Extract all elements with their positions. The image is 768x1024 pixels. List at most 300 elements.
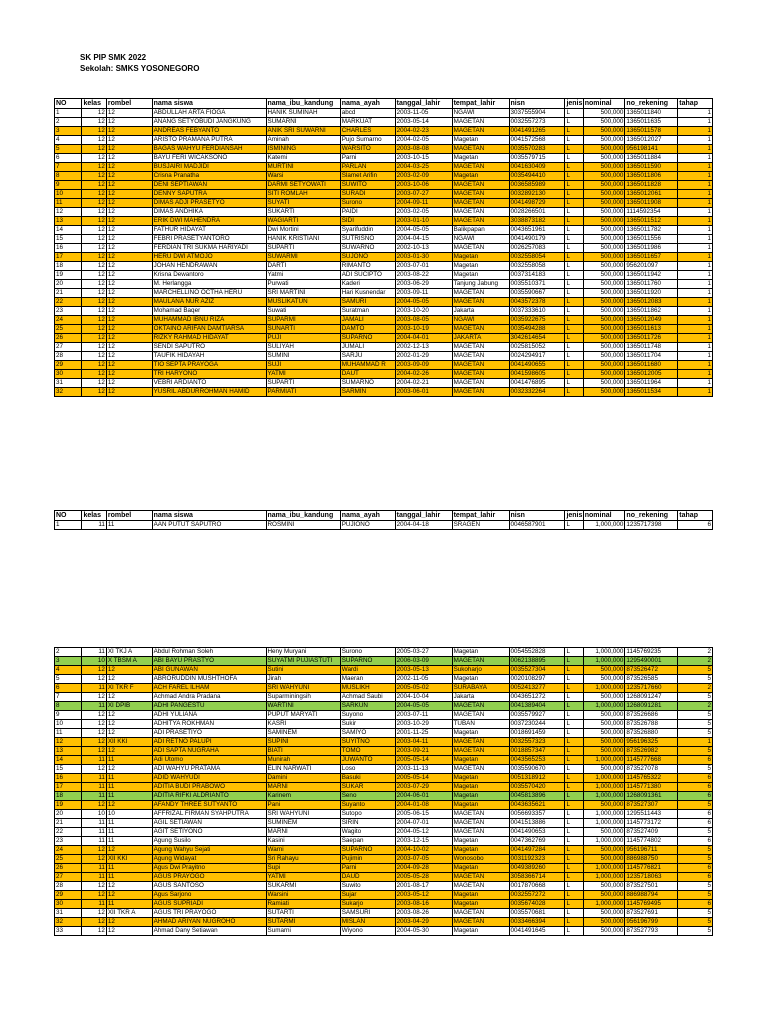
cell-no: 6 xyxy=(55,154,82,163)
cell-tahap: 6 xyxy=(678,521,713,530)
cell-tahap: 5 xyxy=(678,711,713,720)
cell-no: 11 xyxy=(55,729,82,738)
col-header-nama-ibu: nama_ibu_kandung xyxy=(266,511,340,521)
cell-no: 3 xyxy=(55,657,82,666)
cell-tempat-lahir: Magetan xyxy=(452,783,509,792)
cell-no: 13 xyxy=(55,747,82,756)
cell-tanggal-lahir: 2005-05-14 xyxy=(395,774,452,783)
cell-nama-ibu: Jirah xyxy=(266,675,340,684)
table-row xyxy=(55,918,713,927)
col-header-tempat-lahir: tempat_lahir xyxy=(452,511,509,521)
cell-no-rekening: 1365011748 xyxy=(625,343,678,352)
cell-rombel: 11 xyxy=(106,521,152,530)
cell-nisn: 0035494410 xyxy=(509,172,565,181)
cell-nisn: 0035590670 xyxy=(509,765,565,774)
cell-nama-siswa: ADI PRASETIYO xyxy=(152,729,266,738)
cell-tanggal-lahir: 2003-08-16 xyxy=(395,900,452,909)
cell-rombel: 12 xyxy=(106,163,152,172)
cell-kelas: 12 xyxy=(82,217,106,226)
cell-no-rekening: 1145769235 xyxy=(625,648,678,657)
cell-nominal: 500,000 xyxy=(583,226,625,235)
cell-nominal: 500,000 xyxy=(583,747,625,756)
cell-tempat-lahir: MAGETAN xyxy=(452,379,509,388)
cell-no-rekening: 1365011884 xyxy=(625,154,678,163)
cell-no-rekening: 1365011556 xyxy=(625,235,678,244)
cell-nama-ayah: Suyanto xyxy=(340,801,395,810)
cell-jenis: L xyxy=(565,918,583,927)
cell-nominal: 500,000 xyxy=(583,765,625,774)
cell-no: 14 xyxy=(55,226,82,235)
cell-no-rekening: 1365011806 xyxy=(625,172,678,181)
cell-nama-ayah: SUYITNO xyxy=(340,738,395,747)
cell-rombel: 11 xyxy=(106,756,152,765)
table-row xyxy=(55,343,713,352)
cell-nama-siswa: ADHITYA ROKHMAN xyxy=(152,720,266,729)
cell-nama-siswa: AAN PUTUT SAPUTRO xyxy=(152,521,266,530)
cell-no: 32 xyxy=(55,388,82,397)
cell-tanggal-lahir: 2004-02-21 xyxy=(395,379,452,388)
cell-tanggal-lahir: 2003-10-15 xyxy=(395,154,452,163)
cell-nama-siswa: MUHAMMAD IBNU RIZA xyxy=(152,316,266,325)
table-row xyxy=(55,837,713,846)
cell-tempat-lahir: Magetan xyxy=(452,172,509,181)
cell-nama-ayah: SUKAR xyxy=(340,783,395,792)
cell-tanggal-lahir: 2003-07-01 xyxy=(395,262,452,271)
cell-nama-ayah: SUPARNO xyxy=(340,657,395,666)
cell-tahap: 1 xyxy=(678,361,713,370)
cell-nama-ibu: Yatmi xyxy=(266,271,340,280)
cell-no-rekening: 956198141 xyxy=(625,145,678,154)
cell-rombel: 12 xyxy=(106,927,152,936)
cell-nisn: 0037333610 xyxy=(509,307,565,316)
cell-nisn: 0028266501 xyxy=(509,208,565,217)
cell-rombel: 12 xyxy=(106,253,152,262)
cell-kelas: 12 xyxy=(82,747,106,756)
cell-nisn: 0032557273 xyxy=(509,118,565,127)
cell-jenis: L xyxy=(565,792,583,801)
cell-nama-ayah: Parni xyxy=(340,864,395,873)
cell-rombel: X TBSM A xyxy=(106,657,152,666)
cell-no: 16 xyxy=(55,774,82,783)
cell-no: 27 xyxy=(55,873,82,882)
cell-tempat-lahir: MAGETAN xyxy=(452,738,509,747)
cell-nama-ayah: Kaderi xyxy=(340,280,395,289)
cell-no-rekening: 1365011986 xyxy=(625,244,678,253)
cell-no-rekening: 1365012027 xyxy=(625,136,678,145)
cell-tanggal-lahir: 2004-02-26 xyxy=(395,370,452,379)
cell-nama-ayah: Wardi xyxy=(340,666,395,675)
cell-nominal: 500,000 xyxy=(583,666,625,675)
cell-nama-siswa: TRI HARYONO xyxy=(152,370,266,379)
cell-tempat-lahir: Magetan xyxy=(452,801,509,810)
col-header-no-rekening: no_rekening xyxy=(625,511,678,521)
cell-tempat-lahir: Jakarta xyxy=(452,307,509,316)
cell-nisn: 0032892130 xyxy=(509,190,565,199)
cell-nama-ibu: MARNI xyxy=(266,783,340,792)
cell-tahap: 2 xyxy=(678,657,713,666)
cell-nominal: 500,000 xyxy=(583,118,625,127)
cell-nama-ayah: Slamet Arifin xyxy=(340,172,395,181)
cell-kelas: 12 xyxy=(82,154,106,163)
cell-nama-ibu: Ramiati xyxy=(266,900,340,909)
cell-nama-siswa: RIZKY RAHMAD HIDAYAT xyxy=(152,334,266,343)
cell-no: 29 xyxy=(55,891,82,900)
cell-tahap: 1 xyxy=(678,298,713,307)
cell-tempat-lahir: Sukoharjo xyxy=(452,666,509,675)
cell-nominal: 500,000 xyxy=(583,388,625,397)
cell-no: 9 xyxy=(55,181,82,190)
cell-kelas: 12 xyxy=(82,352,106,361)
cell-jenis: L xyxy=(565,199,583,208)
cell-no: 23 xyxy=(55,837,82,846)
table-row xyxy=(55,172,713,181)
cell-tanggal-lahir: 2003-01-30 xyxy=(395,253,452,262)
cell-nominal: 500,000 xyxy=(583,729,625,738)
cell-no-rekening: 1235718063 xyxy=(625,873,678,882)
cell-tempat-lahir: MAGETAN xyxy=(452,181,509,190)
cell-kelas: 12 xyxy=(82,720,106,729)
cell-no: 20 xyxy=(55,280,82,289)
cell-kelas: 12 xyxy=(82,343,106,352)
cell-tahap: 1 xyxy=(678,172,713,181)
cell-tanggal-lahir: 2004-02-23 xyxy=(395,127,452,136)
cell-kelas: 12 xyxy=(82,118,106,127)
cell-tanggal-lahir: 2003-05-14 xyxy=(395,118,452,127)
cell-nisn: 0018691459 xyxy=(509,729,565,738)
cell-tanggal-lahir: 2004-04-15 xyxy=(395,235,452,244)
cell-tahap: 6 xyxy=(678,792,713,801)
cell-no-rekening: 1365011534 xyxy=(625,388,678,397)
cell-tempat-lahir: MAGETAN xyxy=(452,828,509,837)
table-row xyxy=(55,379,713,388)
cell-rombel: 12 xyxy=(106,675,152,684)
table-row xyxy=(55,307,713,316)
school-name: Sekolah: SMKS YOSONEGORO xyxy=(80,64,200,73)
table-row xyxy=(55,289,713,298)
document-title: SK PIP SMK 2022 xyxy=(80,53,147,62)
cell-nama-ibu: PARMIATI xyxy=(266,388,340,397)
cell-tanggal-lahir: 2004-03-25 xyxy=(395,163,452,172)
cell-nama-siswa: ANANG SETYOBUDI JANGKUNG xyxy=(152,118,266,127)
cell-kelas: 12 xyxy=(82,909,106,918)
cell-tanggal-lahir: 2003-07-27 xyxy=(395,190,452,199)
cell-tahap: 6 xyxy=(678,864,713,873)
cell-tanggal-lahir: 2003-06-29 xyxy=(395,280,452,289)
cell-nisn: 0032557323 xyxy=(509,738,565,747)
cell-kelas: 12 xyxy=(82,882,106,891)
table-row xyxy=(55,253,713,262)
cell-nama-siswa: Agus Dwi Prayitno xyxy=(152,864,266,873)
cell-jenis: L xyxy=(565,864,583,873)
cell-nama-ibu: MUSLIKATUN xyxy=(266,298,340,307)
cell-tempat-lahir: MAGETAN xyxy=(452,343,509,352)
cell-jenis: L xyxy=(565,361,583,370)
cell-nama-siswa: OKTAINO ARIFAN DAMTIARSA xyxy=(152,325,266,334)
cell-nominal: 500,000 xyxy=(583,154,625,163)
cell-nama-ibu: YATMI xyxy=(266,873,340,882)
cell-rombel: 11 xyxy=(106,774,152,783)
cell-nominal: 500,000 xyxy=(583,127,625,136)
cell-no-rekening: 1268091361 xyxy=(625,792,678,801)
cell-nominal: 500,000 xyxy=(583,307,625,316)
cell-no: 12 xyxy=(55,208,82,217)
cell-rombel: 12 xyxy=(106,711,152,720)
cell-nama-ayah: MUHAMMAD R xyxy=(340,361,395,370)
cell-jenis: L xyxy=(565,720,583,729)
cell-tempat-lahir: Tanjung Jabung xyxy=(452,280,509,289)
cell-jenis: L xyxy=(565,521,583,530)
col-header-nisn: nisn xyxy=(509,99,565,109)
cell-jenis: L xyxy=(565,388,583,397)
cell-nisn: 0018857347 xyxy=(509,747,565,756)
cell-no: 8 xyxy=(55,702,82,711)
cell-nisn: 0062138895 xyxy=(509,657,565,666)
cell-tanggal-lahir: 2003-10-06 xyxy=(395,181,452,190)
table-row xyxy=(55,136,713,145)
cell-nama-ibu: Sumarni xyxy=(266,927,340,936)
table-row xyxy=(55,927,713,936)
col-header-kelas: kelas xyxy=(82,511,106,521)
col-header-no-rekening: no_rekening xyxy=(625,99,678,109)
cell-jenis: L xyxy=(565,334,583,343)
cell-nama-ayah: DAUT xyxy=(340,370,395,379)
cell-nama-siswa: Crisna Pranatha xyxy=(152,172,266,181)
table-row xyxy=(55,810,713,819)
cell-nominal: 500,000 xyxy=(583,891,625,900)
cell-tahap: 1 xyxy=(678,226,713,235)
cell-nominal: 1,000,000 xyxy=(583,810,625,819)
cell-no-rekening: 873526472 xyxy=(625,666,678,675)
cell-nama-ayah: SIDI xyxy=(340,217,395,226)
cell-nisn: 3038873182 xyxy=(509,217,565,226)
table-row xyxy=(55,864,713,873)
table-row xyxy=(55,316,713,325)
cell-no-rekening: 1145776821 xyxy=(625,864,678,873)
cell-nama-ibu: BIATI xyxy=(266,747,340,756)
cell-rombel: XI DPIB xyxy=(106,702,152,711)
cell-tempat-lahir: MAGETAN xyxy=(452,208,509,217)
cell-kelas: 11 xyxy=(82,756,106,765)
cell-nama-siswa: BUSJAIRI MADJIDI xyxy=(152,163,266,172)
table-row xyxy=(55,118,713,127)
cell-jenis: L xyxy=(565,190,583,199)
cell-no: 2 xyxy=(55,118,82,127)
cell-nisn: 0035527304 xyxy=(509,666,565,675)
cell-jenis: L xyxy=(565,343,583,352)
cell-kelas: 12 xyxy=(82,298,106,307)
cell-nama-ayah: PUJIONO xyxy=(340,521,395,530)
cell-tahap: 6 xyxy=(678,810,713,819)
cell-nisn: 0046587901 xyxy=(509,521,565,530)
cell-nisn: 0017870668 xyxy=(509,882,565,891)
cell-rombel: 12 xyxy=(106,244,152,253)
cell-no-rekening: 873527793 xyxy=(625,927,678,936)
cell-nominal: 500,000 xyxy=(583,828,625,837)
cell-nama-ayah: MUSLIKH xyxy=(340,684,395,693)
cell-jenis: L xyxy=(565,873,583,882)
cell-nama-siswa: M. Herlangga xyxy=(152,280,266,289)
cell-no-rekening: 1365011635 xyxy=(625,118,678,127)
cell-nominal: 500,000 xyxy=(583,109,625,118)
cell-nama-ayah: Surono xyxy=(340,199,395,208)
cell-kelas: 12 xyxy=(82,325,106,334)
cell-rombel: 12 xyxy=(106,747,152,756)
cell-tahap: 1 xyxy=(678,379,713,388)
cell-no: 28 xyxy=(55,352,82,361)
cell-tanggal-lahir: 2004-07-01 xyxy=(395,819,452,828)
cell-tanggal-lahir: 2002-12-13 xyxy=(395,343,452,352)
cell-jenis: L xyxy=(565,235,583,244)
cell-nama-ibu: SUPARMI xyxy=(266,316,340,325)
cell-rombel: 12 xyxy=(106,846,152,855)
cell-tempat-lahir: Magetan xyxy=(452,846,509,855)
cell-jenis: L xyxy=(565,846,583,855)
table-row xyxy=(55,765,713,774)
cell-tahap: 5 xyxy=(678,855,713,864)
cell-tahap: 1 xyxy=(678,181,713,190)
cell-nama-ayah: Sujar xyxy=(340,891,395,900)
cell-nama-siswa: Abdul Rohman Soleh xyxy=(152,648,266,657)
cell-rombel: 12 xyxy=(106,352,152,361)
cell-tahap: 5 xyxy=(678,720,713,729)
cell-kelas: 12 xyxy=(82,190,106,199)
cell-no-rekening: 1295511443 xyxy=(625,810,678,819)
cell-nama-siswa: ADITIA BUDI PRABOWO xyxy=(152,783,266,792)
cell-tahap: 5 xyxy=(678,765,713,774)
cell-jenis: L xyxy=(565,837,583,846)
cell-nama-ibu: Warni xyxy=(266,846,340,855)
student-table-3 xyxy=(54,647,713,936)
cell-no: 17 xyxy=(55,253,82,262)
cell-no: 21 xyxy=(55,289,82,298)
cell-nama-siswa: ABI BAYU PRASTYO xyxy=(152,657,266,666)
cell-kelas: 12 xyxy=(82,199,106,208)
cell-rombel: 11 xyxy=(106,792,152,801)
cell-rombel: 12 xyxy=(106,298,152,307)
table-row xyxy=(55,855,713,864)
cell-rombel: 12 xyxy=(106,262,152,271)
cell-jenis: L xyxy=(565,379,583,388)
cell-nama-siswa: Agus Sarjono xyxy=(152,891,266,900)
cell-nisn: 0041513886 xyxy=(509,819,565,828)
cell-nama-ayah: SAMIYO xyxy=(340,729,395,738)
table-row xyxy=(55,657,713,666)
cell-tempat-lahir: MAGETAN xyxy=(452,370,509,379)
cell-kelas: 12 xyxy=(82,127,106,136)
cell-tempat-lahir: MAGETAN xyxy=(452,325,509,334)
col-header-tanggal-lahir: tanggal_lahir xyxy=(395,511,452,521)
cell-nama-ayah: Pujimin xyxy=(340,855,395,864)
cell-no-rekening: 873526880 xyxy=(625,729,678,738)
cell-tempat-lahir: MAGETAN xyxy=(452,819,509,828)
cell-kelas: 10 xyxy=(82,810,106,819)
cell-tanggal-lahir: 2004-05-30 xyxy=(395,927,452,936)
cell-nama-siswa: AGUS SANTOSO xyxy=(152,882,266,891)
cell-jenis: L xyxy=(565,774,583,783)
cell-kelas: 12 xyxy=(82,675,106,684)
col-header-rombel: rombel xyxy=(106,99,152,109)
cell-jenis: L xyxy=(565,136,583,145)
cell-nama-ibu: DARMI SETYOWATI xyxy=(266,181,340,190)
cell-nominal: 500,000 xyxy=(583,855,625,864)
cell-tahap: 5 xyxy=(678,846,713,855)
cell-kelas: 11 xyxy=(82,900,106,909)
cell-nominal: 1,000,000 xyxy=(583,837,625,846)
cell-rombel: 11 xyxy=(106,819,152,828)
cell-tanggal-lahir: 2002-10-13 xyxy=(395,244,452,253)
cell-nama-ibu: Aminah xyxy=(266,136,340,145)
cell-nama-siswa: AGUS TRI PRAYOGO xyxy=(152,909,266,918)
cell-kelas: 12 xyxy=(82,109,106,118)
cell-nama-siswa: ARISTO PRAMANA PUTRA xyxy=(152,136,266,145)
cell-nisn: 0035570681 xyxy=(509,909,565,918)
cell-nisn: 0024294917 xyxy=(509,352,565,361)
cell-nominal: 500,000 xyxy=(583,235,625,244)
cell-nominal: 500,000 xyxy=(583,379,625,388)
cell-nama-siswa: ADI WAHYU PRATAMA xyxy=(152,765,266,774)
cell-kelas: 12 xyxy=(82,280,106,289)
cell-tahap: 1 xyxy=(678,352,713,361)
cell-tanggal-lahir: 2003-07-11 xyxy=(395,711,452,720)
cell-nisn: 0043651272 xyxy=(509,693,565,702)
cell-tempat-lahir: MAGETAN xyxy=(452,145,509,154)
cell-tahap: 6 xyxy=(678,873,713,882)
cell-kelas: 12 xyxy=(82,846,106,855)
cell-tanggal-lahir: 2004-06-01 xyxy=(395,792,452,801)
cell-kelas: 12 xyxy=(82,307,106,316)
cell-nominal: 1,000,000 xyxy=(583,873,625,882)
cell-no: 6 xyxy=(55,684,82,693)
cell-rombel: XI TKJ A xyxy=(106,648,152,657)
cell-jenis: L xyxy=(565,702,583,711)
cell-tanggal-lahir: 2003-01-10 xyxy=(395,217,452,226)
cell-kelas: 11 xyxy=(82,648,106,657)
cell-nisn: 0035590667 xyxy=(509,289,565,298)
cell-nama-ibu: SUMARNI xyxy=(266,118,340,127)
cell-no-rekening: 1365011578 xyxy=(625,127,678,136)
cell-kelas: 12 xyxy=(82,244,106,253)
cell-kelas: 11 xyxy=(82,521,106,530)
cell-tahap: 5 xyxy=(678,693,713,702)
cell-nama-ayah: Sukarjo xyxy=(340,900,395,909)
col-header-nominal: nominal xyxy=(583,511,625,521)
cell-tempat-lahir: Magetan xyxy=(452,891,509,900)
cell-no: 2 xyxy=(55,648,82,657)
cell-no-rekening: 1365011726 xyxy=(625,334,678,343)
cell-tahap: 1 xyxy=(678,244,713,253)
cell-nominal: 500,000 xyxy=(583,289,625,298)
cell-nisn: 0031192323 xyxy=(509,855,565,864)
cell-nama-ayah: JUWANTO xyxy=(340,756,395,765)
cell-tanggal-lahir: 2005-05-14 xyxy=(395,756,452,765)
cell-tempat-lahir: Magetan xyxy=(452,253,509,262)
cell-tanggal-lahir: 2001-08-17 xyxy=(395,882,452,891)
cell-nisn: 0043635621 xyxy=(509,801,565,810)
cell-tempat-lahir: Magetan xyxy=(452,774,509,783)
cell-tanggal-lahir: 2003-08-26 xyxy=(395,909,452,918)
cell-jenis: L xyxy=(565,666,583,675)
cell-nama-siswa: BAYU FERI WICAKSONO xyxy=(152,154,266,163)
cell-nama-siswa: Agung Wahyu Sejati xyxy=(152,846,266,855)
cell-kelas: 12 xyxy=(82,208,106,217)
col-header-jenis: jenis xyxy=(566,100,583,107)
header-row xyxy=(55,511,713,521)
cell-no: 24 xyxy=(55,316,82,325)
cell-nisn: 0047362769 xyxy=(509,837,565,846)
cell-nama-ibu: SULIYAH xyxy=(266,343,340,352)
cell-nominal: 500,000 xyxy=(583,927,625,936)
cell-nominal: 500,000 xyxy=(583,846,625,855)
